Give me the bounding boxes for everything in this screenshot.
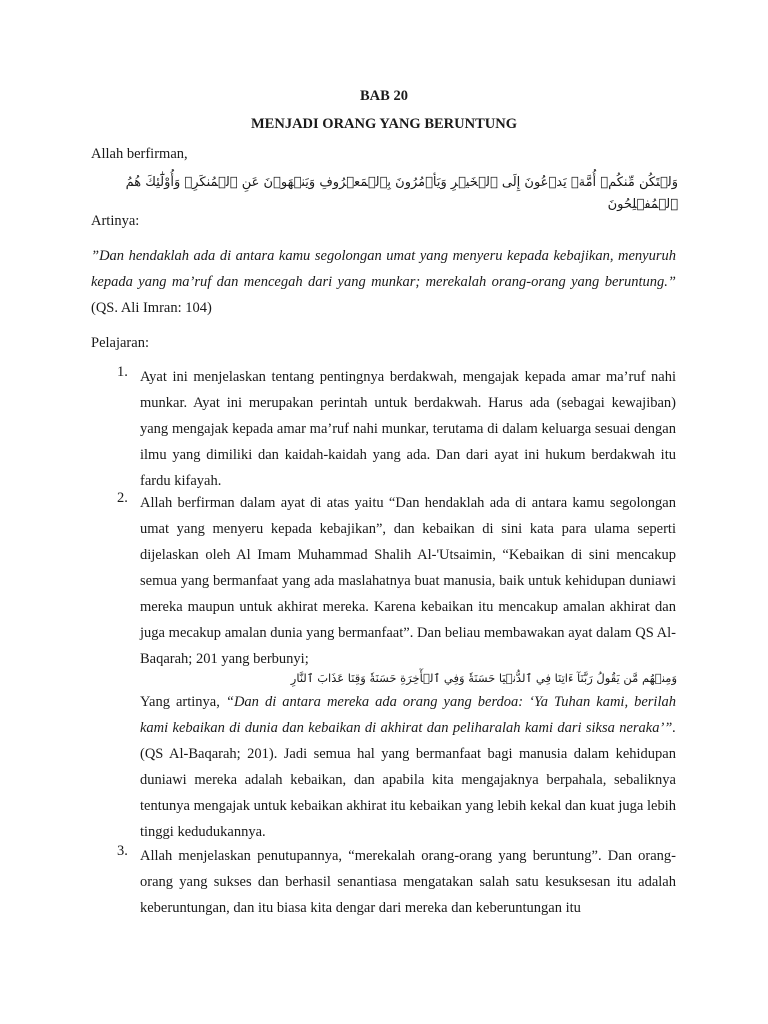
pelajaran-label: Pelajaran: [91, 335, 149, 351]
list-number: 1. [117, 364, 128, 380]
artinya-label: Artinya: [91, 213, 140, 229]
list-item-text: Ayat ini menjelaskan tentang pentingnya berdakwah, mengajak kepada amar ma’ruf nahi munkar. Ayat ini merupakan perintah untuk berdakwah. Harus ada (sebagai kewajiban) yang mengajak kepada amar ma’ruf nahi munkar, terutama di dalam keluarga sesuai dengan ilmu yang dimiliki dan kaidah-kaidah yang ada. Dan dari ayat ini hukum berdakwah itu fardu kifayah. [140, 369, 676, 489]
arabic-verse-ali-imran: وَلۡتَكُن مِّنكُمۡ أُمَّةٞ يَدۡعُونَ إِلَى ٱلۡخَيۡرِ وَيَأۡمُرُونَ بِٱلۡمَعۡرُوفِ وَيَنۡهَوۡنَ عَنِ ٱلۡمُنكَرِۚ وَأُوْلَٰٓئِكَ هُمُ ٱلۡمُفۡلِحُونَ [125, 175, 678, 212]
list-item-text: Allah berfirman dalam ayat di atas yaitu “Dan hendaklah ada di antara kamu segolongan umat yang menyeru kepada kebajikan”, dan kebaikan di sini kata para ulama seperti dijelaskan oleh Al Imam Muhammad Shalih Al-'Utsaimin, “Kebaikan di sini mencakup semua yang bermanfaat yang ada maslahatnya buat manusia, baik untuk kehidupan duniawi mereka maupun untuk akhirat mereka. Karena kebaikan itu mencakup amalan akhirat dan juga mecakup amalan dunia yang bermanfaat”. Dan beliau membawakan ayat dalam QS Al-Baqarah; 201 yang berbunyi; [140, 495, 676, 667]
intro-text: Allah berfirman, [91, 146, 188, 162]
meaning-italic: “Dan di antara mereka ada orang yang berdoa: ‘Ya Tuhan kami, berilah kami kebaikan di dunia dan kebaikan di akhirat dan peliharalah kami dari siksa neraka’”. [140, 694, 676, 736]
list-number: 2. [117, 490, 128, 506]
arabic-verse-al-baqarah: وَمِنۡهُم مَّن يَقُولُ رَبَّنَآ ءَاتِنَا فِي ٱلدُّنۡيَا حَسَنَةٗ وَفِي ٱلۡأٓخِرَةِ حَسَنَةٗ وَقِنَا عَذَابَ ٱلنَّارِ [290, 671, 677, 685]
translation-italic: ”Dan hendaklah ada di antara kamu segolongan umat yang menyeru kepada kebajikan, menyuruh kepada yang ma’ruf dan mencegah dari yang munkar; merekalah orang-orang yang beruntung.” [91, 248, 676, 290]
translation-reference: (QS. Ali Imran: 104) [91, 300, 212, 316]
chapter-title: MENJADI ORANG YANG BERUNTUNG [251, 116, 517, 132]
verse-meaning [140, 689, 676, 845]
meaning-lead: Yang artinya, [140, 694, 226, 710]
chapter-heading: BAB 20 [360, 88, 408, 104]
list-item-text: Allah menjelaskan penutupannya, “merekalah orang-orang yang beruntung”. Dan orang-orang yang sukses dan berhasil senantiasa mengatakan salah satu kesuksesan itu adalah keberuntungan, dan itu biasa kita dengar dari mereka dan keberuntungan itu [140, 848, 676, 916]
meaning-rest: (QS Al-Baqarah; 201). Jadi semua hal yang bermanfaat bagi manusia dalam kehidupan duniawi mereka adalah kebaikan, dan apabila kita mengajaknya berpahala, sebaliknya tentunya mengajak untuk kebaikan akhirat itu kebaikan yang lebih kekal dan kuat juga lebih tinggi kedudukannya. [140, 746, 676, 840]
verse-translation [91, 243, 676, 321]
list-number: 3. [117, 843, 128, 859]
